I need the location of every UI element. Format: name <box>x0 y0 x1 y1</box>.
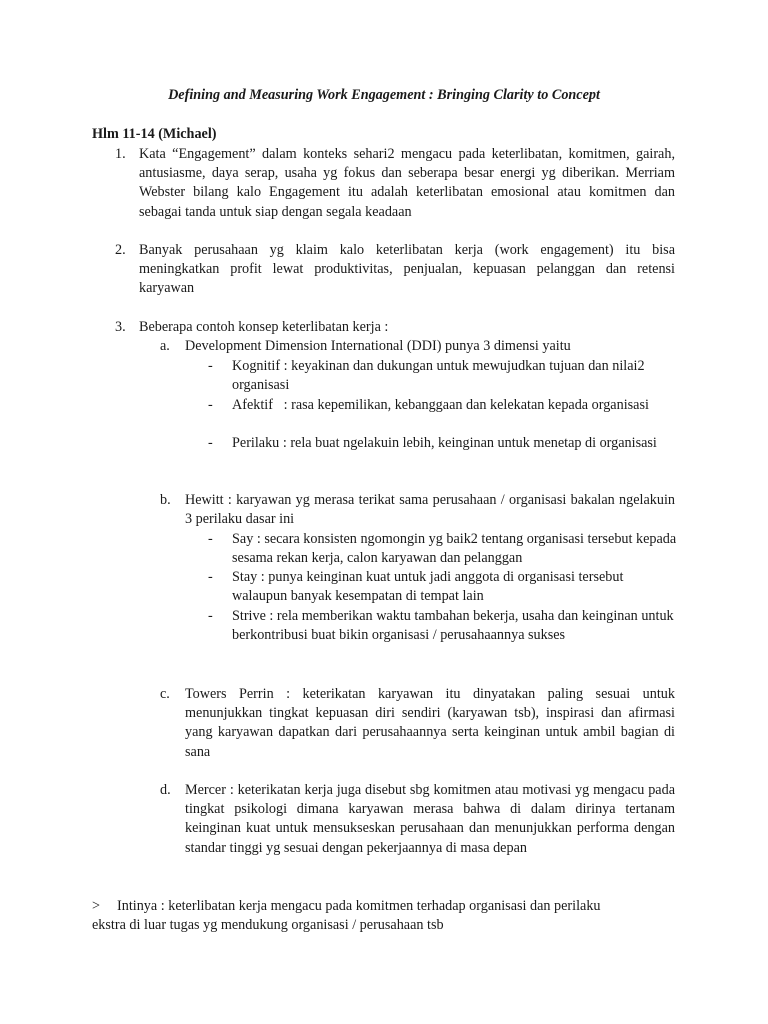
list-item-text: Kata “Engagement” dalam konteks sehari2 mengacu pada keterlibatan, komitmen, gairah, antusiasme, daya serap, usaha yg fokus dan seberapa besar energi yg diberikan. Merriam Webster bilang kalo Engagement itu adalah keterlibatan emosional atau komitmen dan sebagai tanda untuk siap dengan segala keadaan <box>139 146 675 220</box>
list-number: 3. <box>115 319 126 335</box>
bullet-dash: - <box>208 435 213 451</box>
subitem-text: Towers Perrin : keterikatan karyawan itu dinyatakan paling sesuai untuk menunjukkan tingkat kepuasan diri sendiri (karyawan tsb), inspirasi dan afirmasi yang karyawan dapatkan dari perusahaannya serta keinginan untuk ambil bagian di sana <box>185 686 675 760</box>
bullet-dash: - <box>208 569 213 585</box>
subitem-text: Mercer : keterikatan kerja juga disebut sbg komitmen atau motivasi yg mengacu pada tingkat psikologi dimana karyawan merasa bahwa di dalam dirinya tertanam keinginan kuat untuk mensukseskan perusahaan dan menunjukkan performa dengan standar tinggi yg sesuai dengan pekerjaannya di masa depan <box>185 782 675 856</box>
bullet-dash: - <box>208 358 213 374</box>
subitem-c <box>160 685 675 762</box>
bullet-item <box>208 396 678 415</box>
list-number: 2. <box>115 242 126 258</box>
bullet-item <box>208 568 678 606</box>
bullet-text: Strive : rela memberikan waktu tambahan bekerja, usaha dan keinginan untuk berkontribusi buat bikin organisasi / perusahaannya sukses <box>232 608 674 644</box>
subitem-text: Development Dimension International (DDI) punya 3 dimensi yaitu <box>185 338 571 354</box>
subitem-label: d. <box>160 782 171 798</box>
bullet-text: Say : secara konsisten ngomongin yg baik2 tentang organisasi tersebut kepada sesama rekan kerja, calon karyawan dan pelanggan <box>232 531 677 567</box>
subitem-b <box>160 491 675 529</box>
bullet-item <box>208 357 678 395</box>
bullet-text: Stay : punya keinginan kuat untuk jadi anggota di organisasi tersebut walaupun banyak kesempatan di tempat lain <box>232 569 624 605</box>
subitem-label: a. <box>160 338 170 354</box>
subitem-label: c. <box>160 686 170 702</box>
bullet-dash: - <box>208 608 213 624</box>
arrow-marker: > <box>92 898 101 914</box>
bullet-text: Perilaku : rela buat ngelakuin lebih, keinginan untuk menetap di organisasi <box>232 435 657 451</box>
list-item-2 <box>115 241 675 299</box>
subitem-label: b. <box>160 492 171 508</box>
list-item-text: Beberapa contoh konsep keterlibatan kerja : <box>139 319 389 335</box>
bullet-item <box>208 607 678 645</box>
bullet-dash: - <box>208 397 213 413</box>
list-number: 1. <box>115 146 126 162</box>
list-item-1 <box>115 145 675 222</box>
bullet-item <box>208 530 678 568</box>
conclusion-line-1: Intinya : keterlibatan kerja mengacu pada komitmen terhadap organisasi dan perilaku <box>117 898 601 914</box>
bullet-text: Afektif : rasa kepemilikan, kebanggaan dan kelekatan kepada organisasi <box>232 397 649 413</box>
list-item-text: Banyak perusahaan yg klaim kalo keterlibatan kerja (work engagement) itu bisa meningkatkan profit lewat produktivitas, penjualan, kepuasan pelanggan dan retensi karyawan <box>139 242 675 297</box>
subitem-text: Hewitt : karyawan yg merasa terikat sama perusahaan / organisasi bakalan ngelakuin 3 perilaku dasar ini <box>185 492 675 528</box>
conclusion <box>92 897 682 935</box>
subitem-a <box>160 337 675 356</box>
conclusion-line-2: ekstra di luar tugas yg mendukung organisasi / perusahaan tsb <box>92 917 444 934</box>
list-item-3 <box>115 318 675 337</box>
document-title: Defining and Measuring Work Engagement : Bringing Clarity to Concept <box>168 87 600 103</box>
subitem-d <box>160 781 675 858</box>
bullet-dash: - <box>208 531 213 547</box>
bullet-item <box>208 434 678 453</box>
section-heading: Hlm 11-14 (Michael) <box>92 126 217 142</box>
bullet-text: Kognitif : keyakinan dan dukungan untuk mewujudkan tujuan dan nilai2 organisasi <box>232 358 645 394</box>
